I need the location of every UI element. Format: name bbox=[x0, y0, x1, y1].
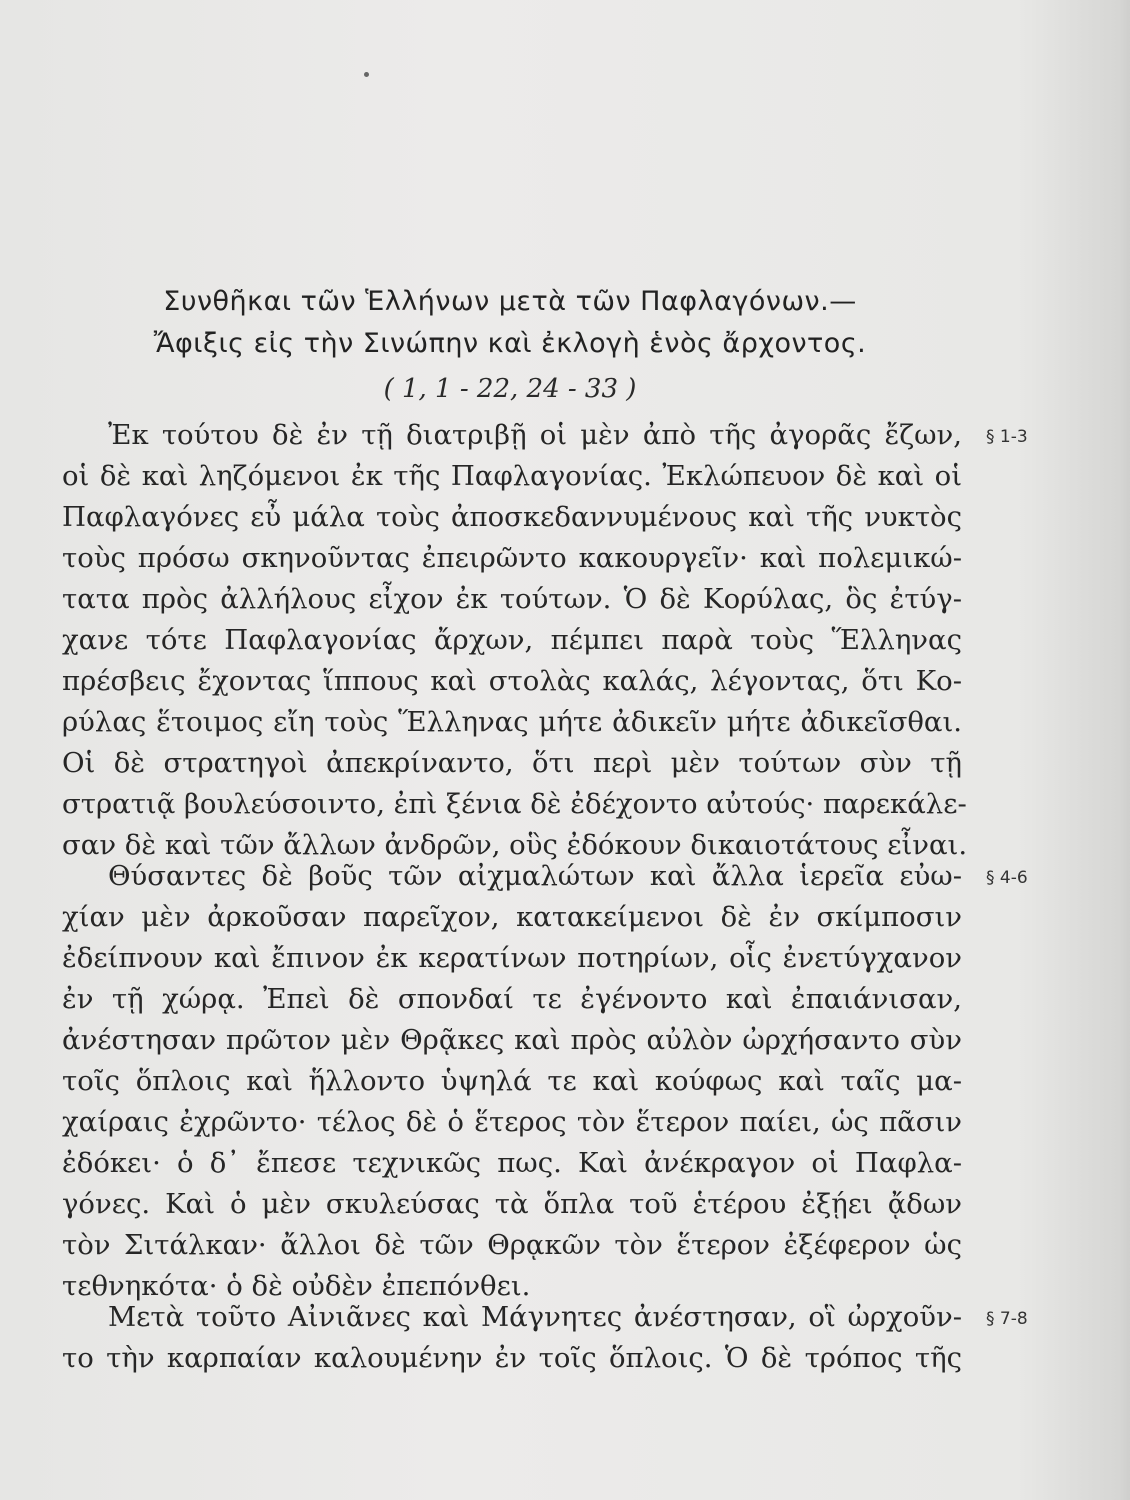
margin-note-paragraph-2: § 4-6 bbox=[986, 868, 1028, 888]
text-line: Θύσαντες δὲ βοῦς τῶν αἰχμαλώτων καὶ ἄλλα ἱερεῖα εὐω- bbox=[108, 860, 962, 892]
ink-speck bbox=[364, 72, 369, 77]
text-line: Ἐκ τούτου δὲ ἐν τῇ διατριβῇ οἱ μὲν ἀπὸ τῆς ἀγορᾶς ἔζων, bbox=[108, 419, 962, 451]
passage-reference: ( 1, 1 - 22, 24 - 33 ) bbox=[383, 374, 637, 404]
text-line: στρατιᾷ βουλεύσοιντο, ἐπὶ ξένια δὲ ἐδέχοντο αὐτούς· παρεκάλε- bbox=[62, 788, 967, 820]
text-line: τεθνηκότα· ὁ δὲ οὐδὲν ἐπεπόνθει. bbox=[62, 1270, 531, 1302]
text-line: ἐν τῇ χώρᾳ. Ἐπεὶ δὲ σπονδαί τε ἐγένοντο καὶ ἐπαιάνισαν, bbox=[62, 983, 962, 1015]
text-line: τατα πρὸς ἀλλήλους εἶχον ἐκ τούτων. Ὁ δὲ Κορύλας, ὃς ἐτύγ- bbox=[62, 583, 962, 615]
text-line: γόνες. Καὶ ὁ μὲν σκυλεύσας τὰ ὅπλα τοῦ ἑτέρου ἐξῄει ᾄδων bbox=[62, 1188, 962, 1220]
margin-note-paragraph-1: § 1-3 bbox=[986, 427, 1028, 447]
section-heading-line-2: Ἄφιξις εἰς τὴν Σινώπην καὶ ἐκλογὴ ἑνὸς ἄρχοντος. bbox=[153, 328, 867, 359]
text-line: χανε τότε Παφλαγονίας ἄρχων, πέμπει παρὰ τοὺς Ἕλληνας bbox=[62, 624, 962, 656]
text-line: το τὴν καρπαίαν καλουμένην ἐν τοῖς ὅπλοις. Ὁ δὲ τρόπος τῆς bbox=[62, 1342, 962, 1374]
text-line: σαν δὲ καὶ τῶν ἄλλων ἀνδρῶν, οὓς ἐδόκουν δικαιοτάτους εἶναι. bbox=[62, 829, 968, 861]
text-line: τὸν Σιτάλκαν· ἄλλοι δὲ τῶν Θρᾳκῶν τὸν ἕτερον ἐξέφερον ὡς bbox=[62, 1229, 962, 1261]
text-line: οἱ δὲ καὶ ληζόμενοι ἐκ τῆς Παφλαγονίας. Ἐκλώπευον δὲ καὶ οἱ bbox=[62, 460, 962, 492]
section-heading-line-1: Συνθῆκαι τῶν Ἑλλήνων μετὰ τῶν Παφλαγόνων.— bbox=[163, 286, 857, 317]
text-line: πρέσβεις ἔχοντας ἵππους καὶ στολὰς καλάς, λέγοντας, ὅτι Κο- bbox=[62, 665, 962, 697]
text-line: ἐδόκει· ὁ δ᾽ ἔπεσε τεχνικῶς πως. Καὶ ἀνέκραγον οἱ Παφλα- bbox=[62, 1147, 962, 1179]
text-line: ρύλας ἕτοιμος εἴη τοὺς Ἕλληνας μήτε ἀδικεῖν μήτε ἀδικεῖσθαι. bbox=[62, 706, 962, 738]
margin-note-paragraph-3: § 7-8 bbox=[986, 1309, 1028, 1329]
text-line: χίαν μὲν ἀρκοῦσαν παρεῖχον, κατακείμενοι δὲ ἐν σκίμποσιν bbox=[62, 901, 962, 933]
text-line: τοὺς πρόσω σκηνοῦντας ἐπειρῶντο κακουργεῖν· καὶ πολεμικώ- bbox=[62, 542, 962, 574]
text-line: Παφλαγόνες εὖ μάλα τοὺς ἀποσκεδαννυμένους καὶ τῆς νυκτὸς bbox=[62, 501, 962, 533]
text-line: Οἱ δὲ στρατηγοὶ ἀπεκρίναντο, ὅτι περὶ μὲν τούτων σὺν τῇ bbox=[62, 747, 962, 779]
text-line: ἀνέστησαν πρῶτον μὲν Θρᾷκες καὶ πρὸς αὐλὸν ὠρχήσαντο σὺν bbox=[62, 1024, 962, 1056]
text-line: ἐδείπνουν καὶ ἔπινον ἐκ κερατίνων ποτηρίων, οἷς ἐνετύγχανον bbox=[62, 942, 962, 974]
text-line: Μετὰ τοῦτο Αἰνιᾶνες καὶ Μάγνητες ἀνέστησαν, οἳ ὠρχοῦν- bbox=[108, 1301, 962, 1333]
text-line: τοῖς ὅπλοις καὶ ἥλλοντο ὑψηλά τε καὶ κούφως καὶ ταῖς μα- bbox=[62, 1065, 962, 1097]
text-line: χαίραις ἐχρῶντο· τέλος δὲ ὁ ἕτερος τὸν ἕτερον παίει, ὡς πᾶσιν bbox=[62, 1106, 962, 1138]
